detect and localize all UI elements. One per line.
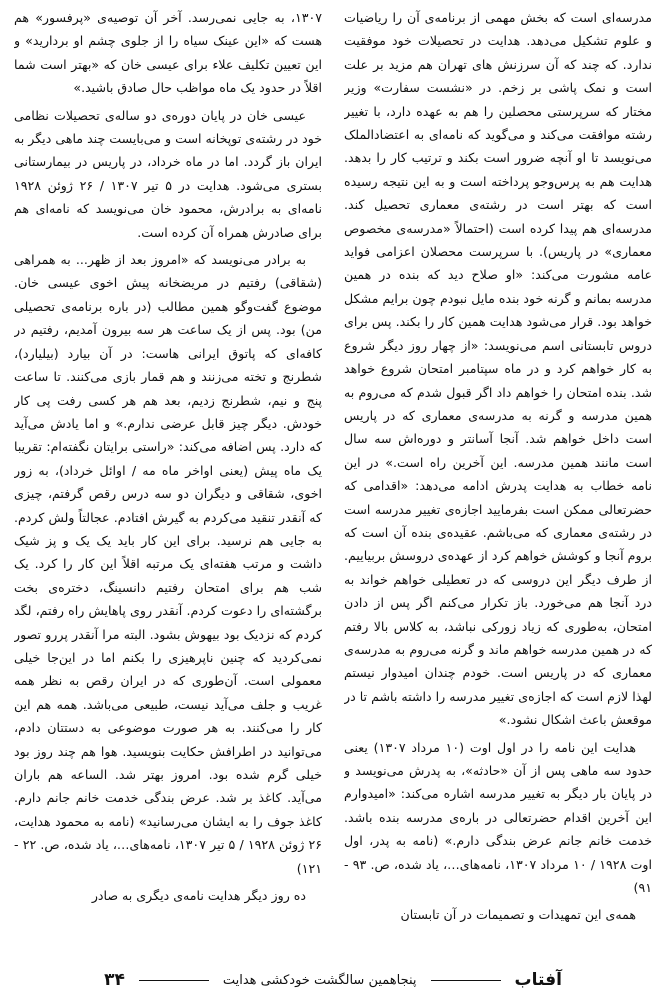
issue-title: پنجاهمین سالگشت خودکشی هدایت [222,972,417,988]
magazine-name: آفتاب [514,970,562,990]
paragraph: مدرسه‌ای است که بخش مهمی از برنامه‌ی آن را ریاضیات و علوم تشکیل می‌دهد. هدایت در تحصیلات خود موفقیت ندارد. که چند که آن سرزنش های تهران هم مزید بر علت است و نمک پاشی بر زخم. در «نشست سفارت» وزیر مختار که سرپرستی محصلین را هم به عهده دارد، با تغییر رشته موافقت می‌کند و می‌گوید که نامه‌ای به اعتضادالملک می‌نویسد تا او آنچه ضرور است بکند و ترتیب کار را بدهد. هدایت هم به پرس‌وجو پرداخته است و به این نتیجه رسیده است که بهتر است در رشته‌ی معماری تحصیل کند. مدرسه‌ای هم پیدا کرده است (احتمالاً «مدرسه‌ی مخصوص معماری» در پاریس). با سرپرست محصلان اعزامی فواید عامه مشورت می‌کند: «او صلاح دید که بنده در همین مدرسه بمانم و گرنه خود بنده مایل نبودم چون برایم مشکل خواهد بود. قرار می‌شود هدایت همین کار را بکند. پس برای دروس تابستانی اسم می‌نویسد: «از چهار روز دیگر شروع به کار خواهم کرد و در ماه سپتامبر امتحان شروع خواهد شد. بنده امتحان را خواهم داد اگر قبول شدم که می‌روم به همین مدرسه و گرنه به مدرسه‌ی معماری که در پاریس است داخل خواهم شد. آنجا آسانتر و دوره‌اش سه سال است مانند همین مدرسه. این آخرین راه است.» در این نامه خطاب به هدایت پدرش ادامه می‌دهد: «اقدامی که حضرتعالی ممکن است بفرمایید اجازه‌ی تغییر مدرسه است در رشته‌ی معماری که می‌باشم. عقیده‌ی بنده آن است که بروم آنجا و کوشش خواهم کرد از عهده‌ی دروسش بربیاییم. از طرف دیگر این دروسی که در تعطیلی خواهم خواند به درد آنجا هم می‌خورد. باز تکرار می‌کنم اگر پس از دادن امتحان، به‌طوری که زیاد زورکی نباشد، به کلاس بالا رفتم که در همین مدرسه خواهم ماند و گرنه می‌روم به مدرسه‌ی معماری که در پاریس است. خودم چندان امیدوار نیستم لهذا لازم است که اجازه‌ی تغییر مدرسه را داشته باشم تا در موقعش باعث اشکال نشود.» [344,10,652,728]
page-number: ۳۴ [104,970,125,990]
page-body [14,6,652,961]
paragraph: همه‌ی این تمهیدات و تصمیمات در آن تابستان [400,907,636,923]
paragraph: عیسی خان در پایان دوره‌ی دو ساله‌ی تحصیلات نظامی خود در رشته‌ی توپخانه است و می‌بایست چند ماهی دیگر به ایران باز گردد. اما در ماه خرداد، در پاریس در بیمارستانی بستری می‌شود. هدایت در ۵ تیر ۱۳۰۷ / ۲۶ ژوئن ۱۹۲۸ نامه‌ای به برادرش، محمود خان می‌نویسد که نامه‌ای هم برای صادرش همراه آن کرده است. [14,107,322,240]
paragraph: هدایت این نامه را در اول اوت (۱۰ مرداد ۱۳۰۷) یعنی حدود سه ماهی پس از آن «حادثه»، به پدرش می‌نویسد و در پایان بار دیگر به تغییر مدرسه اشاره می‌کند: «امیدوارم این آخرین اقدام حضرتعالی در باره‌ی مدرسه بنده باشد. خدمت خانم جانم عرض بندگی دارم.» (نامه به پدر، اول اوت ۱۹۲۸ / ۱۰ مرداد ۱۳۰۷، نامه‌های…، یاد شده، ص. ۹۳ - ۹۱) [344,739,652,896]
paragraph: ده روز دیگر هدایت نامه‌ی دیگری به صادر [91,888,306,904]
paragraph: به برادر می‌نویسد که «امروز بعد از ظهر... به همراهی (شقاقی) رفتیم در مریضخانه پیش اخوی عیسی خان. موضوع گفت‌وگو همین مطالب (در باره برنامه‌ی تحصیلی من) بود. پس از یک ساعت هر سه بیرون آمدیم، رفتیم در کافه‌ای که پاتوق ایرانی هاست: در آن بیارد (بیلیارد)، شطرنج و تخته می‌زنند و هم قمار بازی می‌کنند. تا ساعت پنج و نیم، شطرنج زدیم، بعد هم هر کسی رفت پی کار خودش. دیگر چیز قابل عرضی ندارم.» و اما یادش می‌آید که دارد. پس اضافه می‌کند: «راستی برایتان نگفته‌ام: تقریبا یک ماه پیش (یعنی اواخر ماه مه / اوائل خرداد)، به زور اخوی، شقاقی و دیگران دو سه درس رقص گرفتم، چیزی که آنقدر تنقید می‌کردم به گیرش افتادم. عجالتاً ولش کردم. به جایی هم نرسید. برای این کار باید یک یک و پز شیک داشت و مرتب هفته‌ای یک مرتبه اقلاً این کار را کرد. یک شب هم برای امتحان رفتیم دانسینگ، دختره‌ی بخت برگشته‌ای را دعوت کردم. آنقدر روی پاهایش راه رفتم، لگد کردم که نزدیک بود بیهوش بشود. البته مرا آنقدر پررو تصور نمی‌کردید که چنین ناپرهیزی را بکنم اما در این‌جا خیلی معمولی است. آن‌طوری که در ایران رقص به نظر همه غریب و جلف می‌آید نیست، طبیعی می‌باشد. همه هم این کار را می‌کنند. به هر صورت موضوعی به دستتان دادم، می‌توانید در اطرافش حکایت بنویسید. هوا هم چند روز بود خیلی گرم شده بود. امروز بهتر شد. الساعه هم باران می‌آید. کاغذ بر شد. عرض بندگی خدمت خانم جانم دارم. کاغذ جوف را به ایشان می‌رسانید» (نامه به محمود هدایت، ۲۶ ژوئن ۱۹۲۸ / ۵ تیر ۱۳۰۷، نامه‌های…، یاد شده، ص. ۲۲ - ۱۲۱) [14,252,322,876]
footer-rule [431,980,501,981]
page-footer [14,966,652,994]
paragraph: ۱۳۰۷، به جایی نمی‌رسد. آخر آن توصیه‌ی «پرفسور» هم هست که «این عینک سیاه را از جلوی چشم او بردارید» و این تعیین تکلیف علاء برای عیسی خان که «بهتر است شما اقلاً در حدود یک ماه مواظب حال صادق باشید.» [14,10,322,96]
left-column [14,6,322,961]
footer-rule [139,980,209,981]
right-column [344,6,652,961]
